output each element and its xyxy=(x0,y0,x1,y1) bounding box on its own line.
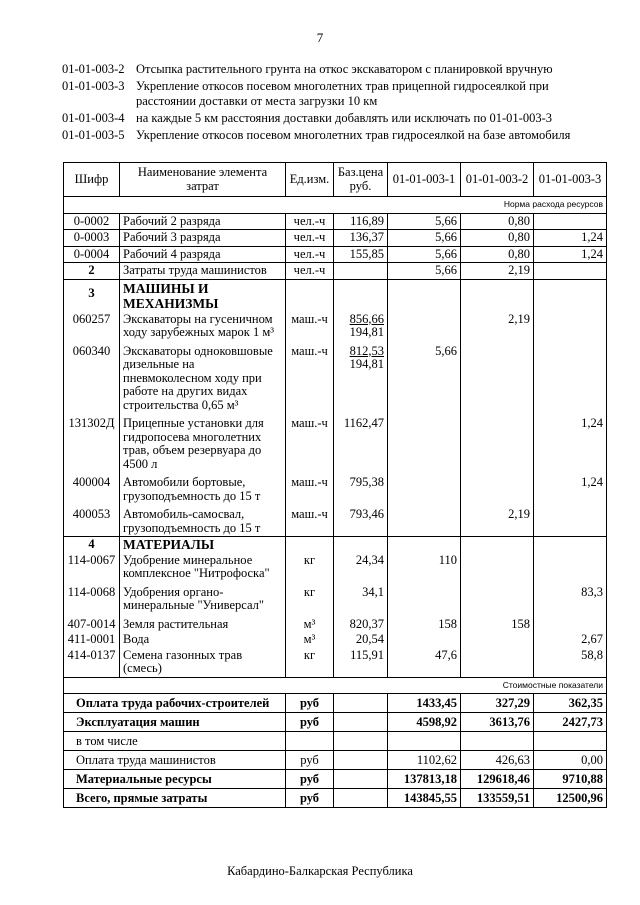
cell-unit: чел.-ч xyxy=(286,213,334,230)
cell-code: 414-0137 xyxy=(64,648,120,678)
header-unit: Ед.изм. xyxy=(286,163,334,197)
section-title: МАТЕРИАЛЫ xyxy=(120,537,286,553)
total-name: Эксплуатация машин xyxy=(64,713,286,732)
cell-price: 1162,47 xyxy=(334,413,388,472)
cell-code: 400004 xyxy=(64,472,120,504)
cell-unit: чел.-ч xyxy=(286,230,334,247)
cell-price: 155,85 xyxy=(334,246,388,263)
price-total: 812,53 xyxy=(349,343,384,358)
cell-price xyxy=(334,341,388,414)
header-price: Баз.цена руб. xyxy=(334,163,388,197)
cell-name: Автомобили бортовые, грузоподъемность до 15 т xyxy=(120,472,286,504)
cell-c1: 5,66 xyxy=(388,213,461,230)
cell-c1 xyxy=(388,312,461,341)
total-c3: 12500,96 xyxy=(534,789,607,808)
cell-price: 793,46 xyxy=(334,504,388,537)
total-c3: 362,35 xyxy=(534,694,607,713)
cell-name: Семена газонных трав (смесь) xyxy=(120,648,286,678)
table-row xyxy=(64,213,607,230)
cell-name: Экскаваторы одноковшовые дизельные на пневмоколесном ходу при работе на других видах строительства 0,65 м³ xyxy=(120,341,286,414)
cell-price: 115,91 xyxy=(334,648,388,678)
total-c3: 0,00 xyxy=(534,751,607,770)
cell-c2: 2,19 xyxy=(461,263,534,280)
cell-code: 0-0003 xyxy=(64,230,120,247)
table-row xyxy=(64,263,607,280)
cell-name: Экскаваторы на гусеничном ходу зарубежных марок 1 м³ xyxy=(120,312,286,341)
cell-c2 xyxy=(461,553,534,582)
header-col1: 01-01-003-1 xyxy=(388,163,461,197)
cell-unit: кг xyxy=(286,582,334,614)
total-unit: руб xyxy=(286,713,334,732)
cell-code: 114-0067 xyxy=(64,553,120,582)
cell-unit: м³ xyxy=(286,614,334,633)
cell-code: 400053 xyxy=(64,504,120,537)
table-row xyxy=(64,472,607,504)
code: 01-01-003-3 xyxy=(62,79,125,93)
cell-name: Земля растительная xyxy=(120,614,286,633)
price-labor: 194,81 xyxy=(349,357,384,371)
code-description: Укрепление откосов посевом многолетних трав гидросеялкой на базе автомобиля xyxy=(136,128,571,142)
totals-row xyxy=(64,789,607,808)
cell-code: 060340 xyxy=(64,341,120,414)
cell-c1: 47,6 xyxy=(388,648,461,678)
total-unit: руб xyxy=(286,789,334,808)
section-title: МАШИНЫ И МЕХАНИЗМЫ xyxy=(120,279,286,312)
resource-table xyxy=(63,162,607,808)
section-header-machines xyxy=(64,279,607,312)
section-code: 3 xyxy=(64,279,120,312)
cell-c2 xyxy=(461,341,534,414)
table-row xyxy=(64,648,607,678)
total-c1: 137813,18 xyxy=(388,770,461,789)
code-description: Отсыпка растительного грунта на откос экскаватором с планировкой вручную xyxy=(136,62,553,76)
cell-name: Рабочий 3 разряда xyxy=(120,230,286,247)
cost-label-row xyxy=(64,677,607,694)
cell-unit: чел.-ч xyxy=(286,246,334,263)
cell-c1: 5,66 xyxy=(388,341,461,414)
cell-c3 xyxy=(534,341,607,414)
total-unit: руб xyxy=(286,751,334,770)
total-c1: 1433,45 xyxy=(388,694,461,713)
cell-code: 411-0001 xyxy=(64,632,120,648)
cell-c2: 2,19 xyxy=(461,312,534,341)
cell-c1 xyxy=(388,582,461,614)
cell-code: 060257 xyxy=(64,312,120,341)
cell-name: Вода xyxy=(120,632,286,648)
cell-unit: кг xyxy=(286,553,334,582)
total-name: Всего, прямые затраты xyxy=(64,789,286,808)
cell-c3 xyxy=(534,263,607,280)
totals-row xyxy=(64,732,607,751)
cell-c1 xyxy=(388,632,461,648)
totals-row xyxy=(64,751,607,770)
cell-c3: 1,24 xyxy=(534,246,607,263)
header-name: Наименование элемента затрат xyxy=(120,163,286,197)
cell-c2: 0,80 xyxy=(461,213,534,230)
cell-name: Удобрение минеральное комплексное "Нитрофоска" xyxy=(120,553,286,582)
total-c1: 1102,62 xyxy=(388,751,461,770)
table-header-row xyxy=(64,163,607,197)
total-unit: руб xyxy=(286,770,334,789)
cell-unit: кг xyxy=(286,648,334,678)
cell-price: 820,37 xyxy=(334,614,388,633)
cell-c2: 158 xyxy=(461,614,534,633)
cell-c2 xyxy=(461,413,534,472)
header-col2: 01-01-003-2 xyxy=(461,163,534,197)
total-c2: 327,29 xyxy=(461,694,534,713)
cell-name: Затраты труда машинистов xyxy=(120,263,286,280)
table-row xyxy=(64,413,607,472)
table-row xyxy=(64,341,607,414)
code-descriptions xyxy=(62,62,602,145)
code-row xyxy=(62,79,602,109)
cell-c3 xyxy=(534,504,607,537)
cell-c3: 1,24 xyxy=(534,413,607,472)
cell-c2: 0,80 xyxy=(461,246,534,263)
page-number: 7 xyxy=(316,30,324,45)
total-c1: 4598,92 xyxy=(388,713,461,732)
cell-c3 xyxy=(534,614,607,633)
cell-unit: м³ xyxy=(286,632,334,648)
cell-code: 0-0002 xyxy=(64,213,120,230)
cell-unit: чел.-ч xyxy=(286,263,334,280)
cell-price: 24,34 xyxy=(334,553,388,582)
cell-price xyxy=(334,312,388,341)
cell-c2 xyxy=(461,632,534,648)
price-labor: 194,81 xyxy=(349,325,384,339)
cell-unit: маш.-ч xyxy=(286,472,334,504)
totals-row xyxy=(64,770,607,789)
cell-c2 xyxy=(461,582,534,614)
table-row xyxy=(64,632,607,648)
cell-c3 xyxy=(534,553,607,582)
total-c3: 9710,88 xyxy=(534,770,607,789)
total-unit: руб xyxy=(286,694,334,713)
cell-unit: маш.-ч xyxy=(286,312,334,341)
code-description: на каждые 5 км расстояния доставки добавлять или исключать по 01-01-003-3 xyxy=(136,111,553,125)
cell-unit: маш.-ч xyxy=(286,341,334,414)
cell-c1: 5,66 xyxy=(388,246,461,263)
table-row xyxy=(64,582,607,614)
cell-c3: 1,24 xyxy=(534,230,607,247)
total-c1: 143845,55 xyxy=(388,789,461,808)
cell-price: 136,37 xyxy=(334,230,388,247)
cell-name: Рабочий 2 разряда xyxy=(120,213,286,230)
cell-c2: 0,80 xyxy=(461,230,534,247)
cell-code: 131302Д xyxy=(64,413,120,472)
cell-price xyxy=(334,263,388,280)
cell-price: 34,1 xyxy=(334,582,388,614)
cost-label: Стоимостные показатели xyxy=(64,677,607,694)
code-row xyxy=(62,62,602,77)
cell-c3: 2,67 xyxy=(534,632,607,648)
total-c2: 133559,51 xyxy=(461,789,534,808)
total-c2: 129618,46 xyxy=(461,770,534,789)
code-description: Укрепление откосов посевом многолетних трав прицепной гидросеялкой при расстоянии доставки от места загрузки 10 км xyxy=(136,79,549,108)
cell-c3 xyxy=(534,312,607,341)
total-name: в том числе xyxy=(64,732,286,751)
cell-c1 xyxy=(388,504,461,537)
code-row xyxy=(62,111,602,126)
section-header-materials xyxy=(64,537,607,553)
cell-unit: маш.-ч xyxy=(286,413,334,472)
cell-name: Прицепные установки для гидропосева многолетних трав, объем резервуара до 4500 л xyxy=(120,413,286,472)
cell-c2 xyxy=(461,648,534,678)
cell-unit: маш.-ч xyxy=(286,504,334,537)
cell-c1: 5,66 xyxy=(388,263,461,280)
code: 01-01-003-2 xyxy=(62,62,125,76)
total-c3: 2427,73 xyxy=(534,713,607,732)
cell-c2 xyxy=(461,472,534,504)
code: 01-01-003-4 xyxy=(62,111,125,125)
cell-price: 20,54 xyxy=(334,632,388,648)
cell-code: 2 xyxy=(64,263,120,280)
norm-label-row xyxy=(64,197,607,214)
cell-c1: 110 xyxy=(388,553,461,582)
total-c2: 426,63 xyxy=(461,751,534,770)
page-footer: Кабардино-Балкарская Республика xyxy=(227,864,413,878)
cell-price: 116,89 xyxy=(334,213,388,230)
cell-c1: 5,66 xyxy=(388,230,461,247)
cell-c3: 1,24 xyxy=(534,472,607,504)
header-col3: 01-01-003-3 xyxy=(534,163,607,197)
code: 01-01-003-5 xyxy=(62,128,125,142)
cell-code: 114-0068 xyxy=(64,582,120,614)
cell-code: 0-0004 xyxy=(64,246,120,263)
cell-c1 xyxy=(388,413,461,472)
total-name: Оплата труда рабочих-строителей xyxy=(64,694,286,713)
cell-price: 795,38 xyxy=(334,472,388,504)
cell-c3: 83,3 xyxy=(534,582,607,614)
total-name: Материальные ресурсы xyxy=(64,770,286,789)
totals-row xyxy=(64,713,607,732)
table-row xyxy=(64,504,607,537)
header-code: Шифр xyxy=(64,163,120,197)
table-row xyxy=(64,614,607,633)
cell-c1 xyxy=(388,472,461,504)
table-row xyxy=(64,312,607,341)
table-row xyxy=(64,553,607,582)
cell-name: Удобрения органо-минеральные "Универсал" xyxy=(120,582,286,614)
norm-label: Норма расхода ресурсов xyxy=(64,197,607,214)
cell-c3 xyxy=(534,213,607,230)
cell-c2: 2,19 xyxy=(461,504,534,537)
total-name: Оплата труда машинистов xyxy=(64,751,286,770)
total-c2: 3613,76 xyxy=(461,713,534,732)
table-row xyxy=(64,230,607,247)
code-row xyxy=(62,128,602,143)
cell-c1: 158 xyxy=(388,614,461,633)
totals-row xyxy=(64,694,607,713)
cell-name: Автомобиль-самосвал, грузоподъемность до 15 т xyxy=(120,504,286,537)
cell-code: 407-0014 xyxy=(64,614,120,633)
cell-c3: 58,8 xyxy=(534,648,607,678)
cell-name: Рабочий 4 разряда xyxy=(120,246,286,263)
section-code: 4 xyxy=(64,537,120,553)
price-total: 856,66 xyxy=(349,311,384,326)
table-row xyxy=(64,246,607,263)
